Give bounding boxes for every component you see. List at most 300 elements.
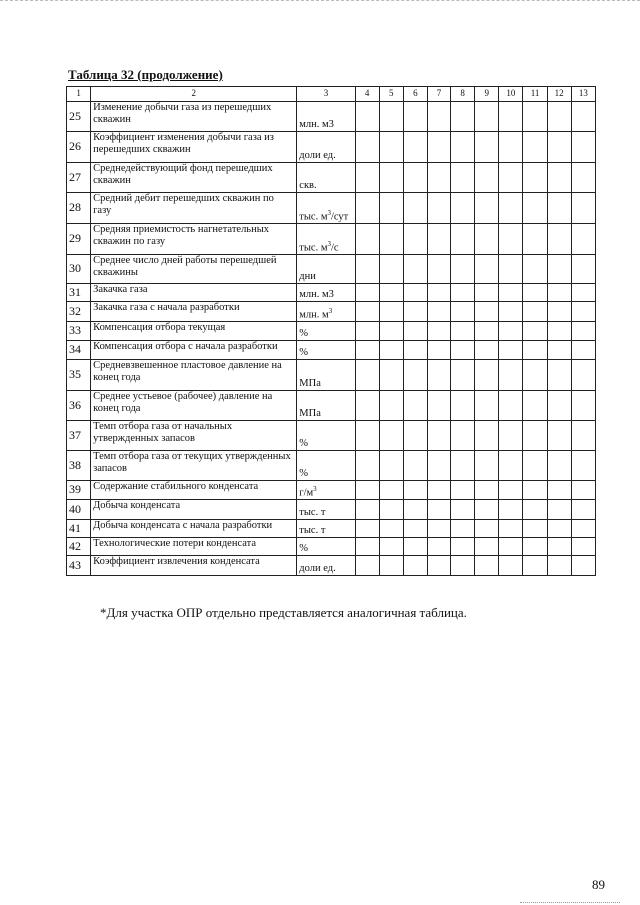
- empty-value-cell: [475, 421, 499, 451]
- column-header: 1: [67, 87, 91, 102]
- empty-value-cell: [475, 132, 499, 163]
- unit-cell: [297, 520, 355, 538]
- empty-value-cell: [523, 500, 547, 520]
- empty-value-cell: [547, 255, 571, 284]
- empty-value-cell: [379, 481, 403, 500]
- table-row: [67, 224, 596, 255]
- empty-value-cell: [571, 193, 595, 224]
- empty-value-cell: [571, 224, 595, 255]
- row-number: 29: [67, 224, 91, 255]
- empty-value-cell: [403, 132, 427, 163]
- indicator-name: Изменение добычи газа из перешедших скважин: [91, 102, 297, 132]
- empty-value-cell: [499, 451, 523, 481]
- row-number: 26: [67, 132, 91, 163]
- empty-value-cell: [571, 255, 595, 284]
- empty-value-cell: [499, 360, 523, 391]
- empty-value-cell: [475, 284, 499, 302]
- empty-value-cell: [355, 193, 379, 224]
- unit-suffix: /с: [330, 242, 339, 254]
- unit-text: МПа: [299, 408, 321, 420]
- unit-cell: [297, 132, 355, 163]
- column-header: 12: [547, 87, 571, 102]
- unit-cell: [297, 451, 355, 481]
- empty-value-cell: [403, 481, 427, 500]
- empty-value-cell: [451, 255, 475, 284]
- empty-value-cell: [571, 341, 595, 360]
- empty-value-cell: [451, 224, 475, 255]
- empty-value-cell: [451, 451, 475, 481]
- row-number: 42: [67, 538, 91, 556]
- row-number: 35: [67, 360, 91, 391]
- empty-value-cell: [427, 341, 450, 360]
- empty-value-cell: [547, 538, 571, 556]
- table-row: [67, 322, 596, 341]
- unit-superscript: 3: [313, 484, 317, 493]
- empty-value-cell: [379, 391, 403, 421]
- table-row: [67, 360, 596, 391]
- empty-value-cell: [355, 421, 379, 451]
- empty-value-cell: [355, 284, 379, 302]
- row-number: 28: [67, 193, 91, 224]
- column-header: 6: [403, 87, 427, 102]
- unit-superscript: 3: [328, 306, 333, 315]
- empty-value-cell: [451, 132, 475, 163]
- unit-cell: [297, 302, 355, 322]
- empty-value-cell: [571, 360, 595, 391]
- empty-value-cell: [379, 360, 403, 391]
- empty-value-cell: [403, 421, 427, 451]
- unit-cell: [297, 255, 355, 284]
- row-number: 27: [67, 163, 91, 193]
- empty-value-cell: [451, 163, 475, 193]
- unit-text: млн. м3: [299, 119, 334, 131]
- empty-value-cell: [571, 102, 595, 132]
- empty-value-cell: [427, 284, 450, 302]
- empty-value-cell: [403, 302, 427, 322]
- unit-text: %: [299, 328, 309, 340]
- unit-cell: [297, 421, 355, 451]
- column-header: 4: [355, 87, 379, 102]
- empty-value-cell: [355, 132, 379, 163]
- empty-value-cell: [547, 284, 571, 302]
- empty-value-cell: [571, 520, 595, 538]
- column-header: 13: [571, 87, 595, 102]
- empty-value-cell: [571, 284, 595, 302]
- empty-value-cell: [475, 556, 499, 576]
- empty-value-cell: [427, 102, 450, 132]
- empty-value-cell: [379, 500, 403, 520]
- empty-value-cell: [355, 322, 379, 341]
- empty-value-cell: [355, 163, 379, 193]
- empty-value-cell: [451, 520, 475, 538]
- empty-value-cell: [547, 556, 571, 576]
- unit-text: тыс. т: [299, 507, 326, 519]
- empty-value-cell: [475, 102, 499, 132]
- empty-value-cell: [427, 193, 450, 224]
- table-row: [67, 102, 596, 132]
- empty-value-cell: [547, 322, 571, 341]
- empty-value-cell: [547, 302, 571, 322]
- empty-value-cell: [379, 132, 403, 163]
- empty-value-cell: [379, 341, 403, 360]
- unit-cell: [297, 284, 355, 302]
- table-row: [67, 284, 596, 302]
- empty-value-cell: [403, 556, 427, 576]
- empty-value-cell: [427, 520, 450, 538]
- empty-value-cell: [355, 481, 379, 500]
- empty-value-cell: [427, 556, 450, 576]
- empty-value-cell: [475, 538, 499, 556]
- empty-value-cell: [571, 451, 595, 481]
- empty-value-cell: [379, 421, 403, 451]
- empty-value-cell: [355, 102, 379, 132]
- empty-value-cell: [451, 284, 475, 302]
- unit-suffix: /сут: [330, 211, 349, 223]
- empty-value-cell: [523, 193, 547, 224]
- empty-value-cell: [475, 341, 499, 360]
- empty-value-cell: [571, 163, 595, 193]
- empty-value-cell: [547, 341, 571, 360]
- empty-value-cell: [379, 224, 403, 255]
- empty-value-cell: [403, 391, 427, 421]
- empty-value-cell: [379, 284, 403, 302]
- unit-cell: [297, 481, 355, 500]
- unit-text: МПа: [299, 378, 321, 390]
- row-number: 30: [67, 255, 91, 284]
- column-header: 7: [427, 87, 450, 102]
- empty-value-cell: [523, 132, 547, 163]
- empty-value-cell: [355, 224, 379, 255]
- row-number: 31: [67, 284, 91, 302]
- indicator-name: Добыча конденсата с начала разработки: [91, 520, 297, 538]
- table-row: [67, 451, 596, 481]
- empty-value-cell: [499, 132, 523, 163]
- empty-value-cell: [571, 556, 595, 576]
- empty-value-cell: [523, 421, 547, 451]
- empty-value-cell: [379, 163, 403, 193]
- empty-value-cell: [499, 556, 523, 576]
- empty-value-cell: [403, 500, 427, 520]
- empty-value-cell: [571, 391, 595, 421]
- empty-value-cell: [379, 302, 403, 322]
- empty-value-cell: [427, 302, 450, 322]
- unit-text: скв.: [299, 180, 317, 192]
- unit-superscript: 3: [327, 208, 331, 217]
- empty-value-cell: [475, 500, 499, 520]
- empty-value-cell: [523, 284, 547, 302]
- empty-value-cell: [523, 163, 547, 193]
- unit-text: г/м: [299, 487, 314, 499]
- empty-value-cell: [403, 193, 427, 224]
- indicator-name: Средневзвешенное пластовое давление на конец года: [91, 360, 297, 391]
- data-table: [66, 86, 596, 576]
- unit-text: млн. м3: [299, 289, 334, 301]
- indicator-name: Коэффициент извлечения конденсата: [91, 556, 297, 576]
- empty-value-cell: [379, 255, 403, 284]
- indicator-name: Закачка газа: [91, 284, 297, 302]
- empty-value-cell: [523, 302, 547, 322]
- table-row: [67, 341, 596, 360]
- empty-value-cell: [475, 360, 499, 391]
- indicator-name: Средний дебит перешедших скважин по газу: [91, 193, 297, 224]
- unit-text: дни: [299, 271, 316, 283]
- empty-value-cell: [451, 391, 475, 421]
- empty-value-cell: [355, 255, 379, 284]
- empty-value-cell: [499, 255, 523, 284]
- scan-top-edge: [0, 0, 640, 3]
- empty-value-cell: [475, 520, 499, 538]
- empty-value-cell: [475, 302, 499, 322]
- table-row: [67, 255, 596, 284]
- empty-value-cell: [379, 538, 403, 556]
- empty-value-cell: [427, 255, 450, 284]
- unit-cell: [297, 538, 355, 556]
- table-caption: Таблица 32 (продолжение): [68, 67, 223, 82]
- empty-value-cell: [403, 322, 427, 341]
- row-number: 32: [67, 302, 91, 322]
- empty-value-cell: [499, 302, 523, 322]
- empty-value-cell: [379, 322, 403, 341]
- empty-value-cell: [499, 322, 523, 341]
- table-row: [67, 391, 596, 421]
- empty-value-cell: [499, 538, 523, 556]
- table-row: [67, 421, 596, 451]
- column-header: 9: [475, 87, 499, 102]
- empty-value-cell: [523, 520, 547, 538]
- empty-value-cell: [379, 193, 403, 224]
- empty-value-cell: [403, 360, 427, 391]
- scan-bottom-edge: [520, 902, 620, 903]
- empty-value-cell: [451, 421, 475, 451]
- unit-text: доли ед.: [299, 150, 336, 162]
- row-number: 40: [67, 500, 91, 520]
- empty-value-cell: [523, 451, 547, 481]
- row-number: 39: [67, 481, 91, 500]
- column-header: 2: [91, 87, 297, 102]
- empty-value-cell: [427, 421, 450, 451]
- empty-value-cell: [547, 360, 571, 391]
- empty-value-cell: [451, 556, 475, 576]
- unit-cell: [297, 193, 355, 224]
- empty-value-cell: [547, 481, 571, 500]
- empty-value-cell: [355, 556, 379, 576]
- empty-value-cell: [523, 556, 547, 576]
- empty-value-cell: [355, 538, 379, 556]
- table-row: [67, 520, 596, 538]
- unit-text: доли ед.: [299, 563, 336, 575]
- empty-value-cell: [571, 421, 595, 451]
- row-number: 36: [67, 391, 91, 421]
- indicator-name: Добыча конденсата: [91, 500, 297, 520]
- empty-value-cell: [523, 255, 547, 284]
- empty-value-cell: [379, 520, 403, 538]
- empty-value-cell: [355, 360, 379, 391]
- empty-value-cell: [499, 193, 523, 224]
- empty-value-cell: [523, 538, 547, 556]
- empty-value-cell: [475, 224, 499, 255]
- empty-value-cell: [547, 102, 571, 132]
- empty-value-cell: [427, 481, 450, 500]
- empty-value-cell: [355, 520, 379, 538]
- empty-value-cell: [379, 102, 403, 132]
- empty-value-cell: [403, 163, 427, 193]
- unit-cell: [297, 500, 355, 520]
- table-row: [67, 302, 596, 322]
- indicator-name: Содержание стабильного конденсата: [91, 481, 297, 500]
- empty-value-cell: [547, 391, 571, 421]
- column-header: 8: [451, 87, 475, 102]
- empty-value-cell: [475, 255, 499, 284]
- row-number: 38: [67, 451, 91, 481]
- empty-value-cell: [427, 500, 450, 520]
- empty-value-cell: [475, 451, 499, 481]
- empty-value-cell: [403, 255, 427, 284]
- empty-value-cell: [547, 500, 571, 520]
- row-number: 33: [67, 322, 91, 341]
- empty-value-cell: [499, 224, 523, 255]
- unit-text: тыс. м: [299, 242, 328, 254]
- empty-value-cell: [499, 163, 523, 193]
- empty-value-cell: [451, 360, 475, 391]
- empty-value-cell: [523, 322, 547, 341]
- empty-value-cell: [355, 451, 379, 481]
- unit-text: %: [299, 438, 309, 450]
- unit-text: %: [299, 347, 309, 359]
- empty-value-cell: [571, 538, 595, 556]
- empty-value-cell: [475, 481, 499, 500]
- empty-value-cell: [355, 500, 379, 520]
- empty-value-cell: [451, 102, 475, 132]
- empty-value-cell: [547, 451, 571, 481]
- footnote: *Для участка ОПР отдельно представляется аналогичная таблица.: [100, 605, 467, 620]
- empty-value-cell: [427, 391, 450, 421]
- empty-value-cell: [523, 360, 547, 391]
- empty-value-cell: [475, 391, 499, 421]
- empty-value-cell: [475, 322, 499, 341]
- row-number: 37: [67, 421, 91, 451]
- indicator-name: Темп отбора газа от текущих утвержденных запасов: [91, 451, 297, 481]
- row-number: 43: [67, 556, 91, 576]
- empty-value-cell: [499, 500, 523, 520]
- table-row: [67, 481, 596, 500]
- empty-value-cell: [355, 302, 379, 322]
- table-row: [67, 556, 596, 576]
- table-row: [67, 163, 596, 193]
- empty-value-cell: [475, 163, 499, 193]
- empty-value-cell: [547, 193, 571, 224]
- empty-value-cell: [547, 224, 571, 255]
- indicator-name: Закачка газа с начала разработки: [91, 302, 297, 322]
- table-row: [67, 132, 596, 163]
- indicator-name: Компенсация отбора с начала разработки: [91, 341, 297, 360]
- unit-text: тыс. м: [299, 211, 328, 223]
- empty-value-cell: [427, 538, 450, 556]
- empty-value-cell: [523, 224, 547, 255]
- unit-superscript: 3: [327, 239, 331, 248]
- empty-value-cell: [451, 193, 475, 224]
- unit-cell: [297, 224, 355, 255]
- indicator-name: Технологические потери конденсата: [91, 538, 297, 556]
- empty-value-cell: [523, 341, 547, 360]
- empty-value-cell: [571, 481, 595, 500]
- empty-value-cell: [379, 451, 403, 481]
- empty-value-cell: [379, 556, 403, 576]
- indicator-name: Компенсация отбора текущая: [91, 322, 297, 341]
- column-header: 10: [499, 87, 523, 102]
- unit-text: тыс. т: [299, 525, 326, 537]
- empty-value-cell: [499, 284, 523, 302]
- empty-value-cell: [403, 451, 427, 481]
- table-row: [67, 538, 596, 556]
- row-number: 25: [67, 102, 91, 132]
- indicator-name: Темп отбора газа от начальных утвержденных запасов: [91, 421, 297, 451]
- empty-value-cell: [427, 132, 450, 163]
- indicator-name: Коэффициент изменения добычи газа из перешедших скважин: [91, 132, 297, 163]
- empty-value-cell: [427, 360, 450, 391]
- unit-text: %: [299, 468, 309, 480]
- empty-value-cell: [403, 102, 427, 132]
- unit-text: млн. м: [299, 309, 329, 321]
- empty-value-cell: [499, 481, 523, 500]
- empty-value-cell: [523, 102, 547, 132]
- empty-value-cell: [451, 302, 475, 322]
- empty-value-cell: [427, 451, 450, 481]
- empty-value-cell: [547, 163, 571, 193]
- empty-value-cell: [523, 391, 547, 421]
- unit-cell: [297, 163, 355, 193]
- empty-value-cell: [403, 341, 427, 360]
- empty-value-cell: [571, 322, 595, 341]
- unit-cell: [297, 360, 355, 391]
- empty-value-cell: [355, 391, 379, 421]
- row-number: 41: [67, 520, 91, 538]
- empty-value-cell: [403, 224, 427, 255]
- empty-value-cell: [571, 500, 595, 520]
- empty-value-cell: [547, 520, 571, 538]
- empty-value-cell: [451, 341, 475, 360]
- indicator-name: Среднедействующий фонд перешедших скважин: [91, 163, 297, 193]
- row-number: 34: [67, 341, 91, 360]
- column-header: 5: [379, 87, 403, 102]
- empty-value-cell: [451, 538, 475, 556]
- unit-cell: [297, 341, 355, 360]
- empty-value-cell: [571, 302, 595, 322]
- empty-value-cell: [427, 322, 450, 341]
- empty-value-cell: [499, 341, 523, 360]
- unit-cell: [297, 322, 355, 341]
- empty-value-cell: [427, 163, 450, 193]
- empty-value-cell: [499, 102, 523, 132]
- empty-value-cell: [499, 391, 523, 421]
- empty-value-cell: [547, 421, 571, 451]
- empty-value-cell: [427, 224, 450, 255]
- empty-value-cell: [571, 132, 595, 163]
- indicator-name: Среднее устьевое (рабочее) давление на конец года: [91, 391, 297, 421]
- empty-value-cell: [475, 193, 499, 224]
- unit-text: %: [299, 543, 309, 555]
- indicator-name: Средняя приемистость нагнетательных скважин по газу: [91, 224, 297, 255]
- indicator-name: Среднее число дней работы перешедшей скважины: [91, 255, 297, 284]
- empty-value-cell: [451, 322, 475, 341]
- empty-value-cell: [451, 500, 475, 520]
- unit-cell: [297, 102, 355, 132]
- column-header: 3: [297, 87, 355, 102]
- empty-value-cell: [403, 520, 427, 538]
- header-row: [67, 87, 596, 102]
- unit-cell: [297, 391, 355, 421]
- empty-value-cell: [499, 421, 523, 451]
- column-header: 11: [523, 87, 547, 102]
